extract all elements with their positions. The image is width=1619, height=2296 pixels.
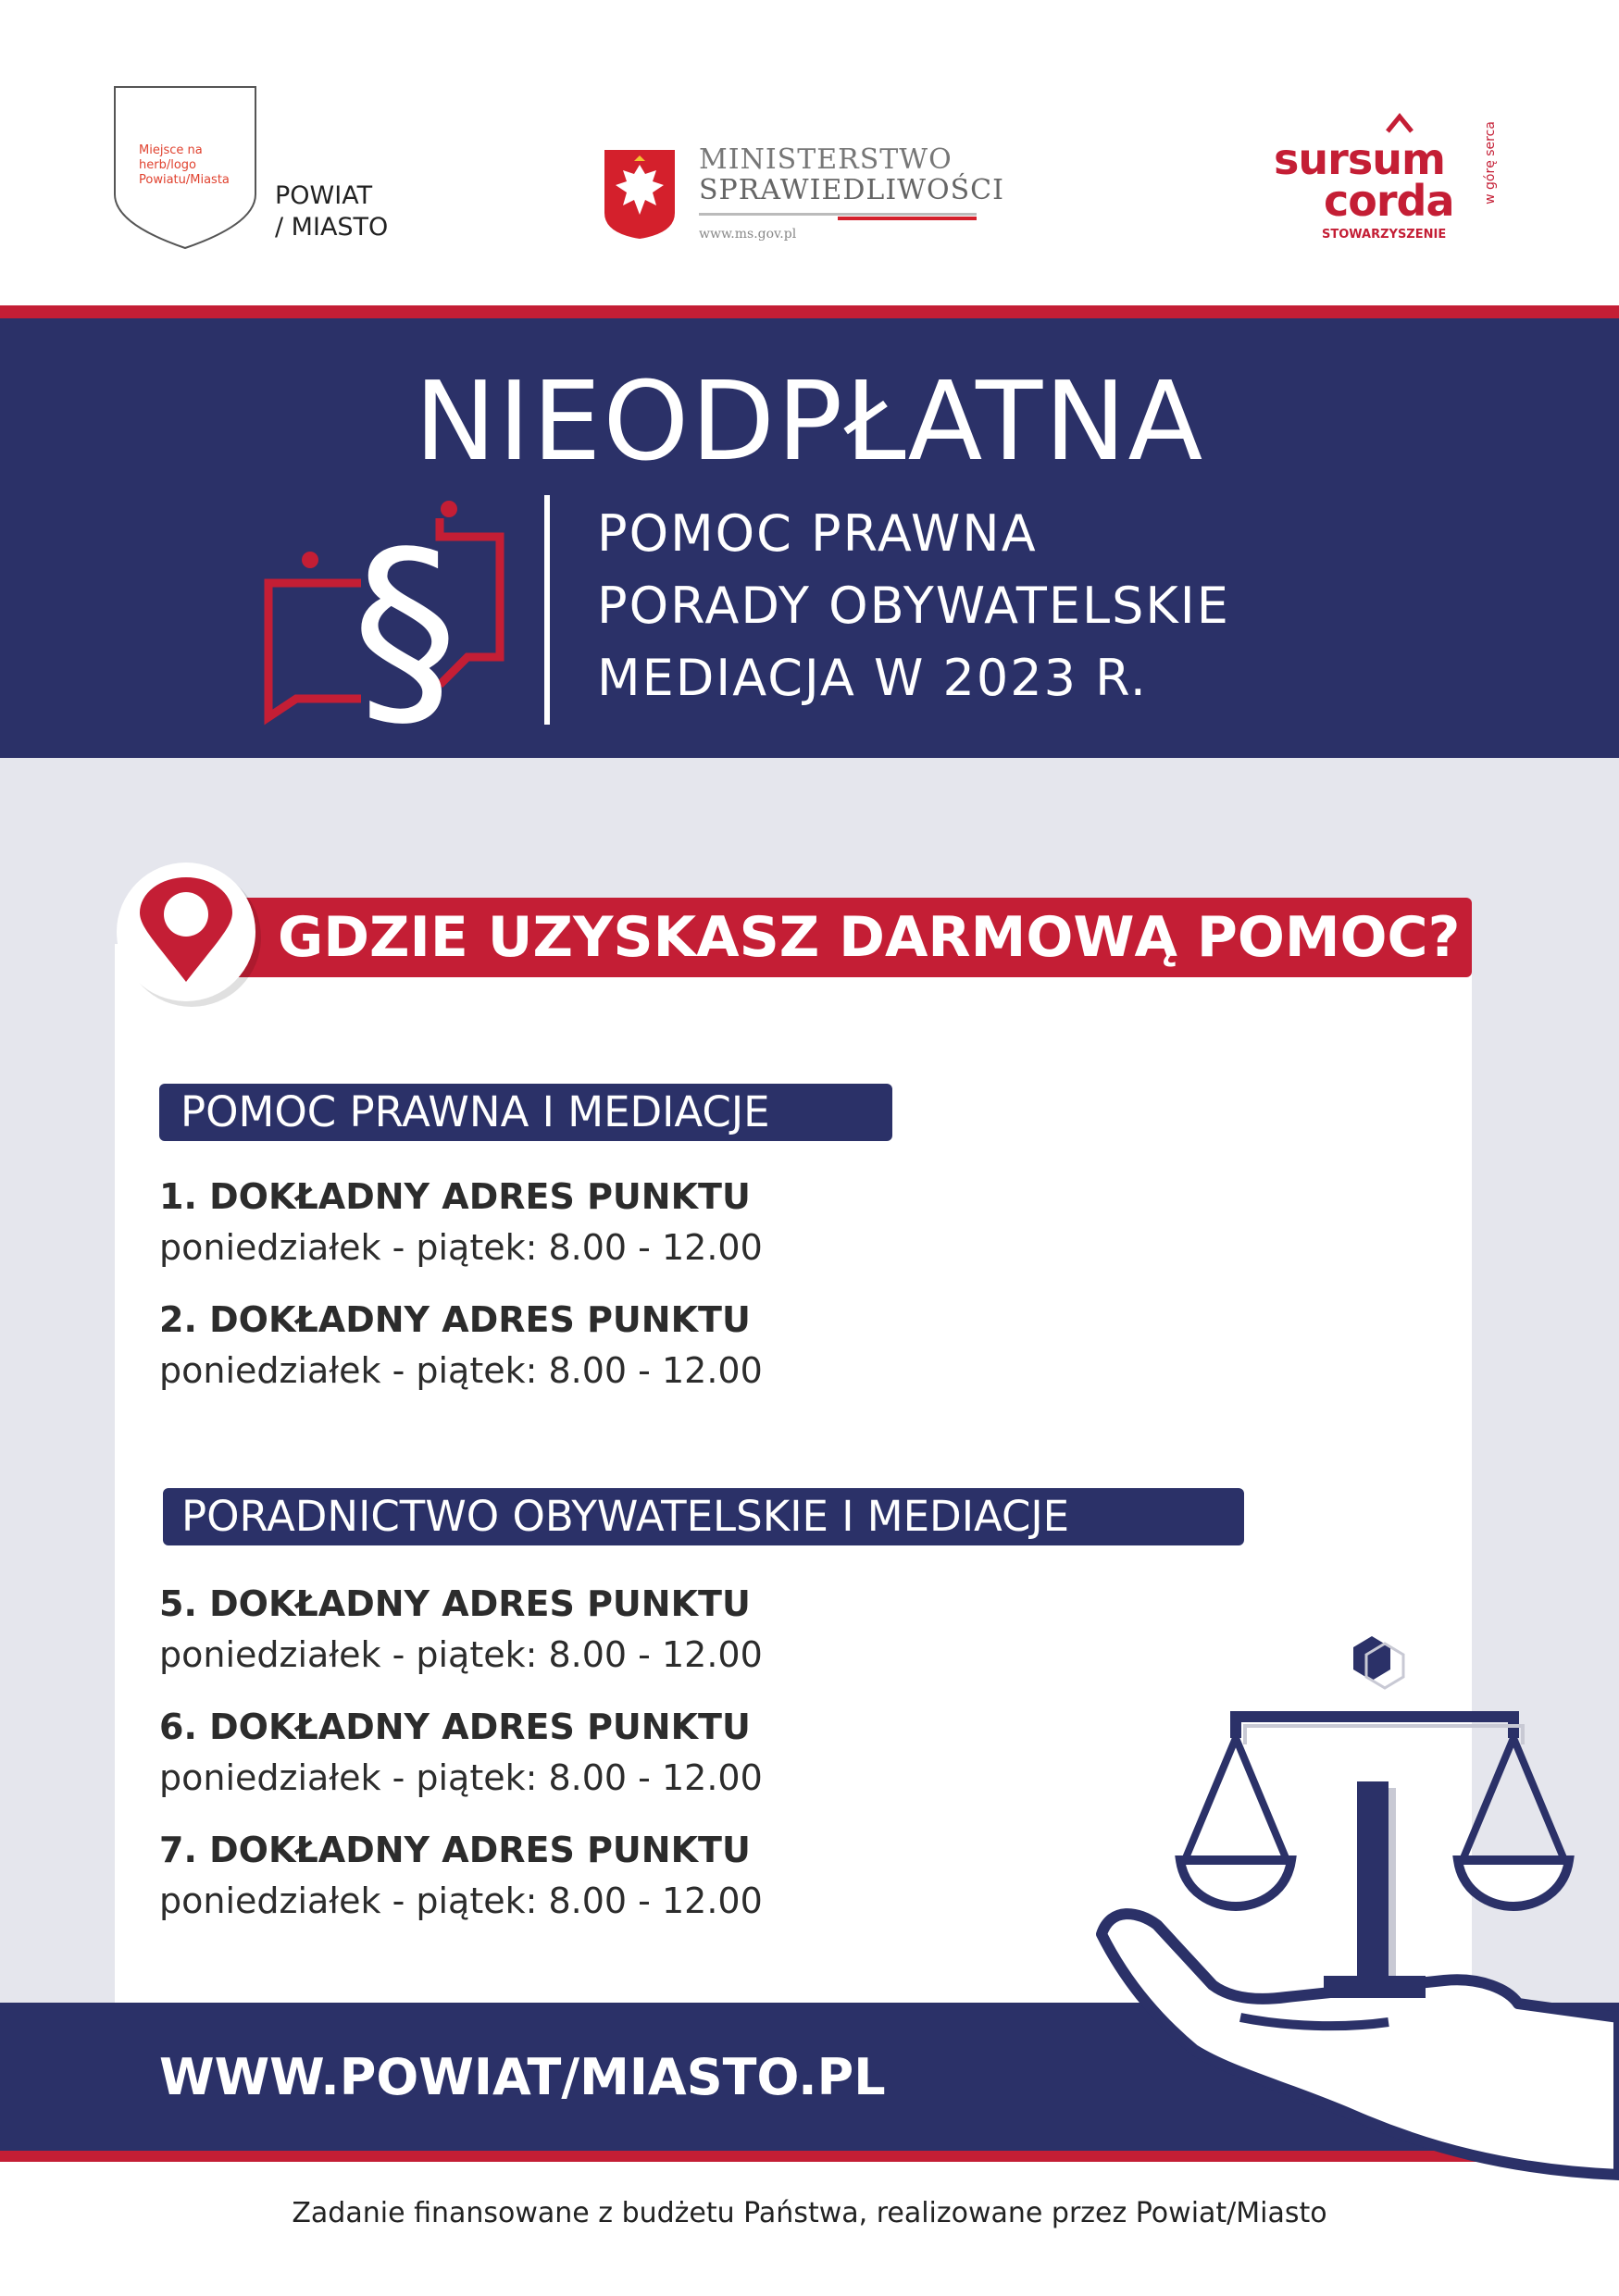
poster-title: NIEODPŁATNA (414, 357, 1205, 485)
funding-note: Zadanie finansowane z budżetu Państwa, realizowane przez Powiat/Miasto (292, 2197, 1327, 2229)
ministry-url: www.ms.gov.pl (699, 227, 797, 242)
sursum-corda-logo-word-1: sursum (1274, 134, 1445, 184)
location-pin-icon (135, 875, 237, 987)
point-address: 6. DOKŁADNY ADRES PUNKTU (159, 1706, 751, 1747)
powiat-line-1: POWIAT (275, 181, 373, 210)
svg-text:§: § (352, 507, 458, 740)
sursum-corda-logo-vertical: w górę serca (1483, 121, 1498, 205)
powiat-label (275, 180, 388, 243)
coat-of-arms-placeholder-text: Miejsce na herb/logo Powiatu/Miasta (139, 143, 230, 187)
section-heading-civic-advice-text: PORADNICTWO OBYWATELSKIE I MEDIACJE (181, 1492, 1070, 1541)
top-red-stripe (0, 305, 1619, 318)
website-url: WWW.POWIAT/MIASTO.PL (159, 2048, 886, 2106)
ministry-name-line-1: MINISTERSTWO (699, 143, 953, 176)
banner-line-2: PORADY OBYWATELSKIE (597, 577, 1230, 635)
banner-line-3: MEDIACJA W 2023 R. (597, 649, 1148, 707)
point-hours: poniedziałek - piątek: 8.00 - 12.00 (159, 1757, 763, 1798)
banner-divider (544, 495, 550, 725)
polish-eagle-emblem-icon (603, 148, 677, 241)
ministry-flag-stripe-icon (699, 213, 977, 222)
point-hours: poniedziałek - piątek: 8.00 - 12.00 (159, 1880, 763, 1921)
ministry-name-line-2: SPRAWIEDLIWOŚCI (699, 174, 1004, 206)
sursum-corda-logo-word-2: corda (1324, 176, 1454, 226)
sursum-corda-logo-subtitle: STOWARZYSZENIE (1322, 228, 1447, 242)
banner-line-1: POMOC PRAWNA (597, 504, 1038, 563)
point-hours: poniedziałek - piątek: 8.00 - 12.00 (159, 1634, 763, 1675)
point-hours: poniedziałek - piątek: 8.00 - 12.00 (159, 1350, 763, 1391)
point-hours: poniedziałek - piątek: 8.00 - 12.00 (159, 1227, 763, 1268)
paragraph-speech-bubbles-icon (259, 500, 537, 740)
point-address: 7. DOKŁADNY ADRES PUNKTU (159, 1830, 751, 1870)
powiat-line-2: / MIASTO (275, 213, 389, 242)
sursum-corda-roof-icon (1386, 113, 1414, 133)
section-heading-legal-aid-text: POMOC PRAWNA I MEDIACJE (181, 1087, 770, 1136)
point-address: 5. DOKŁADNY ADRES PUNKTU (159, 1583, 751, 1624)
hand-holding-scales-icon (1074, 1629, 1619, 2184)
where-heading: GDZIE UZYSKASZ DARMOWĄ POMOC? (278, 905, 1461, 970)
point-address: 1. DOKŁADNY ADRES PUNKTU (159, 1176, 751, 1217)
point-address: 2. DOKŁADNY ADRES PUNKTU (159, 1299, 751, 1340)
